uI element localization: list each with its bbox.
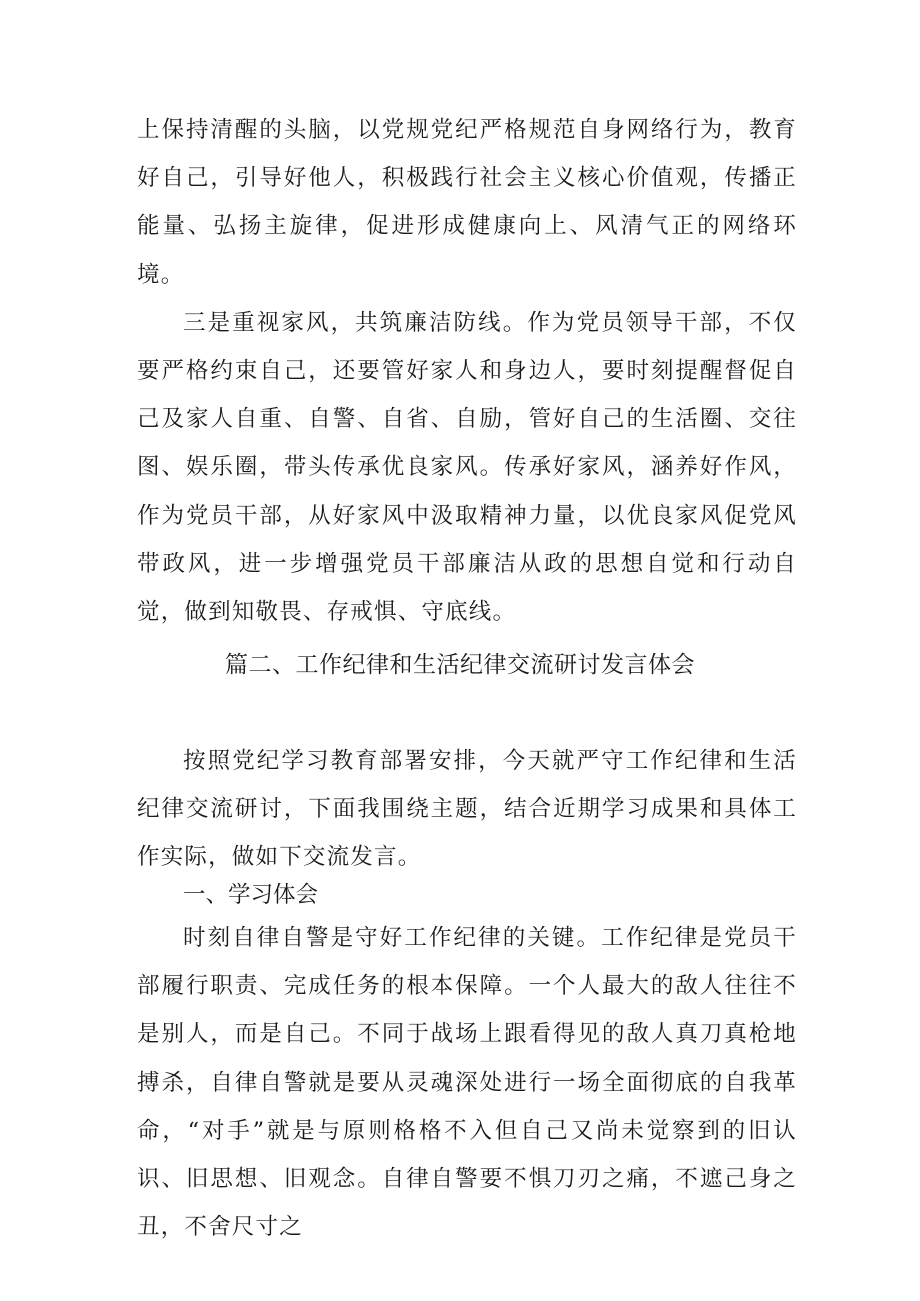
section-two-intro [137, 737, 797, 882]
subheading-learning: 一、学习体会 [183, 882, 319, 908]
intro-paragraph: 按照党纪学习教育部署安排，今天就严守工作纪律和生活纪律交流研讨，下面我围绕主题，结合近期学习成果和具体工作实际，做如下交流发言。 [137, 748, 797, 871]
section-two-body [137, 914, 797, 1251]
continuation-paragraph: 上保持清醒的头脑，以党规党纪严格规范自身网络行为，教育好自己，引导好他人，积极践行社会主义核心价值观，传播正能量、弘扬主旋律，促进形成健康向上、风清气正的网络环境。 [137, 117, 797, 288]
point-three-paragraph: 三是重视家风，共筑廉洁防线。作为党员领导干部，不仅要严格约束自己，还要管好家人和身边人，要时刻提醒督促自己及家人自重、自警、自省、自励，管好自己的生活圈、交往图、娱乐圈，带头传承优良家风。传承好家风，涵养好作风，作为党员干部，从好家风中汲取精神力量，以优良家风促党风带政风，进一步增强党员干部廉洁从政的思想自觉和行动自觉，做到知敬畏、存戒惧、守底线。 [137, 309, 797, 626]
section-one [137, 106, 797, 636]
body-paragraph: 时刻自律自警是守好工作纪律的关键。工作纪律是党员干部履行职责、完成任务的根本保障。一个人最大的敌人往往不是别人，而是自己。不同于战场上跟看得见的敌人真刀真枪地搏杀，自律自警就是要从灵魂深处进行一场全面彻底的自我革命，“对手”就是与原则格格不入但自己又尚未觉察到的旧认识、旧思想、旧观念。自律自警要不惧刀刃之痛，不遮己身之丑，不舍尺寸之 [137, 925, 797, 1241]
article-title: 篇二、工作纪律和生活纪律交流研讨发言体会 [225, 652, 695, 678]
